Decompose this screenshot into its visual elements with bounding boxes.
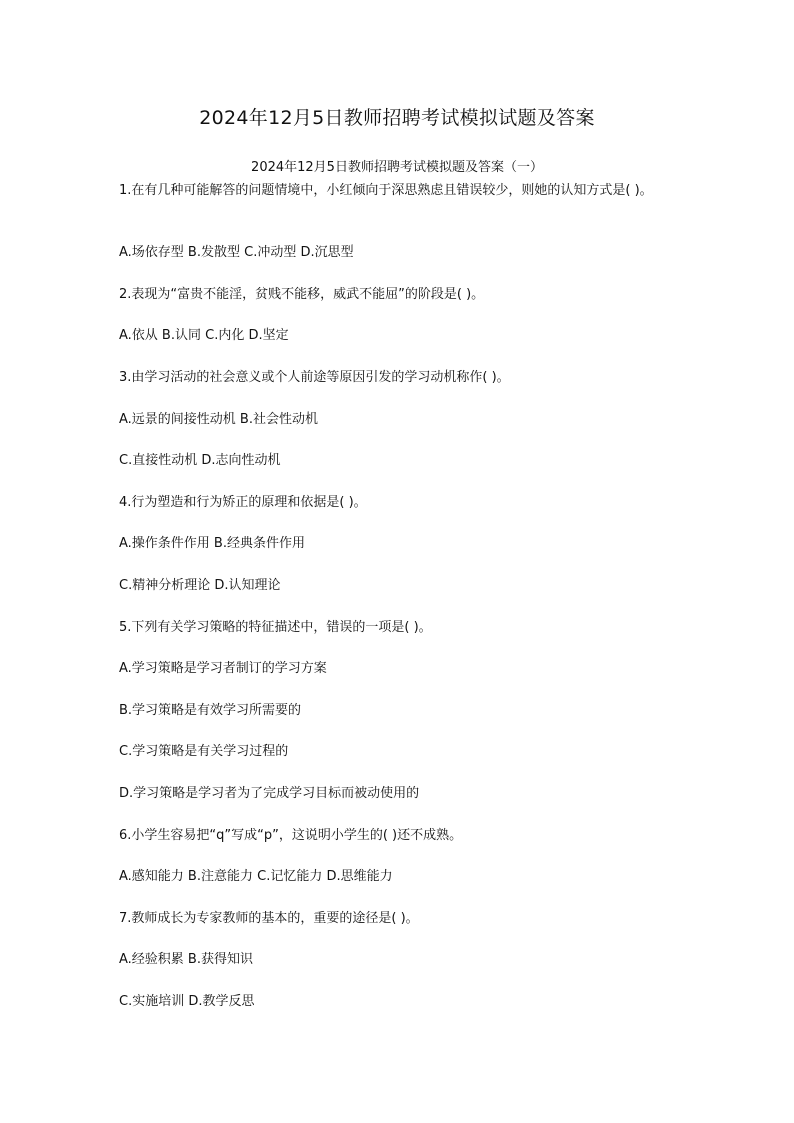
question-4-options-ab: A.操作条件作用 B.经典条件作用 <box>119 536 305 551</box>
question-7-options-cd: C.实施培训 D.教学反思 <box>119 994 255 1009</box>
question-3-options-cd: C.直接性动机 D.志向性动机 <box>119 453 281 468</box>
question-3: 3.由学习活动的社会意义或个人前途等原因引发的学习动机称作( )。 <box>119 370 510 385</box>
question-5-option-a: A.学习策略是学习者制订的学习方案 <box>119 661 327 676</box>
question-5-option-b: B.学习策略是有效学习所需要的 <box>119 703 302 718</box>
document-title: 2024年12月5日教师招聘考试模拟试题及答案 <box>199 107 595 129</box>
question-4: 4.行为塑造和行为矫正的原理和依据是( )。 <box>119 495 367 510</box>
question-2-options: A.依从 B.认同 C.内化 D.坚定 <box>119 328 289 343</box>
question-3-options-ab: A.远景的间接性动机 B.社会性动机 <box>119 412 318 427</box>
question-7: 7.教师成长为专家教师的基本的，重要的途径是( )。 <box>119 911 419 926</box>
question-2: 2.表现为“富贵不能淫，贫贱不能移，威武不能屈”的阶段是( )。 <box>119 287 485 302</box>
question-1: 1.在有几种可能解答的问题情境中，小红倾向于深思熟虑且错误较少，则她的认知方式是( )。 <box>119 183 653 198</box>
question-1-options: A.场依存型 B.发散型 C.冲动型 D.沉思型 <box>119 245 354 260</box>
question-4-options-cd: C.精神分析理论 D.认知理论 <box>119 578 281 593</box>
question-6: 6.小学生容易把“q”写成“p”，这说明小学生的( )还不成熟。 <box>119 828 463 843</box>
question-5-option-d: D.学习策略是学习者为了完成学习目标而被动使用的 <box>119 786 420 801</box>
question-7-options-ab: A.经验积累 B.获得知识 <box>119 952 253 967</box>
question-5: 5.下列有关学习策略的特征描述中，错误的一项是( )。 <box>119 620 432 635</box>
question-5-option-c: C.学习策略是有关学习过程的 <box>119 744 289 759</box>
document-subtitle: 2024年12月5日教师招聘考试模拟题及答案（一） <box>251 160 543 175</box>
question-6-options: A.感知能力 B.注意能力 C.记忆能力 D.思维能力 <box>119 869 393 884</box>
